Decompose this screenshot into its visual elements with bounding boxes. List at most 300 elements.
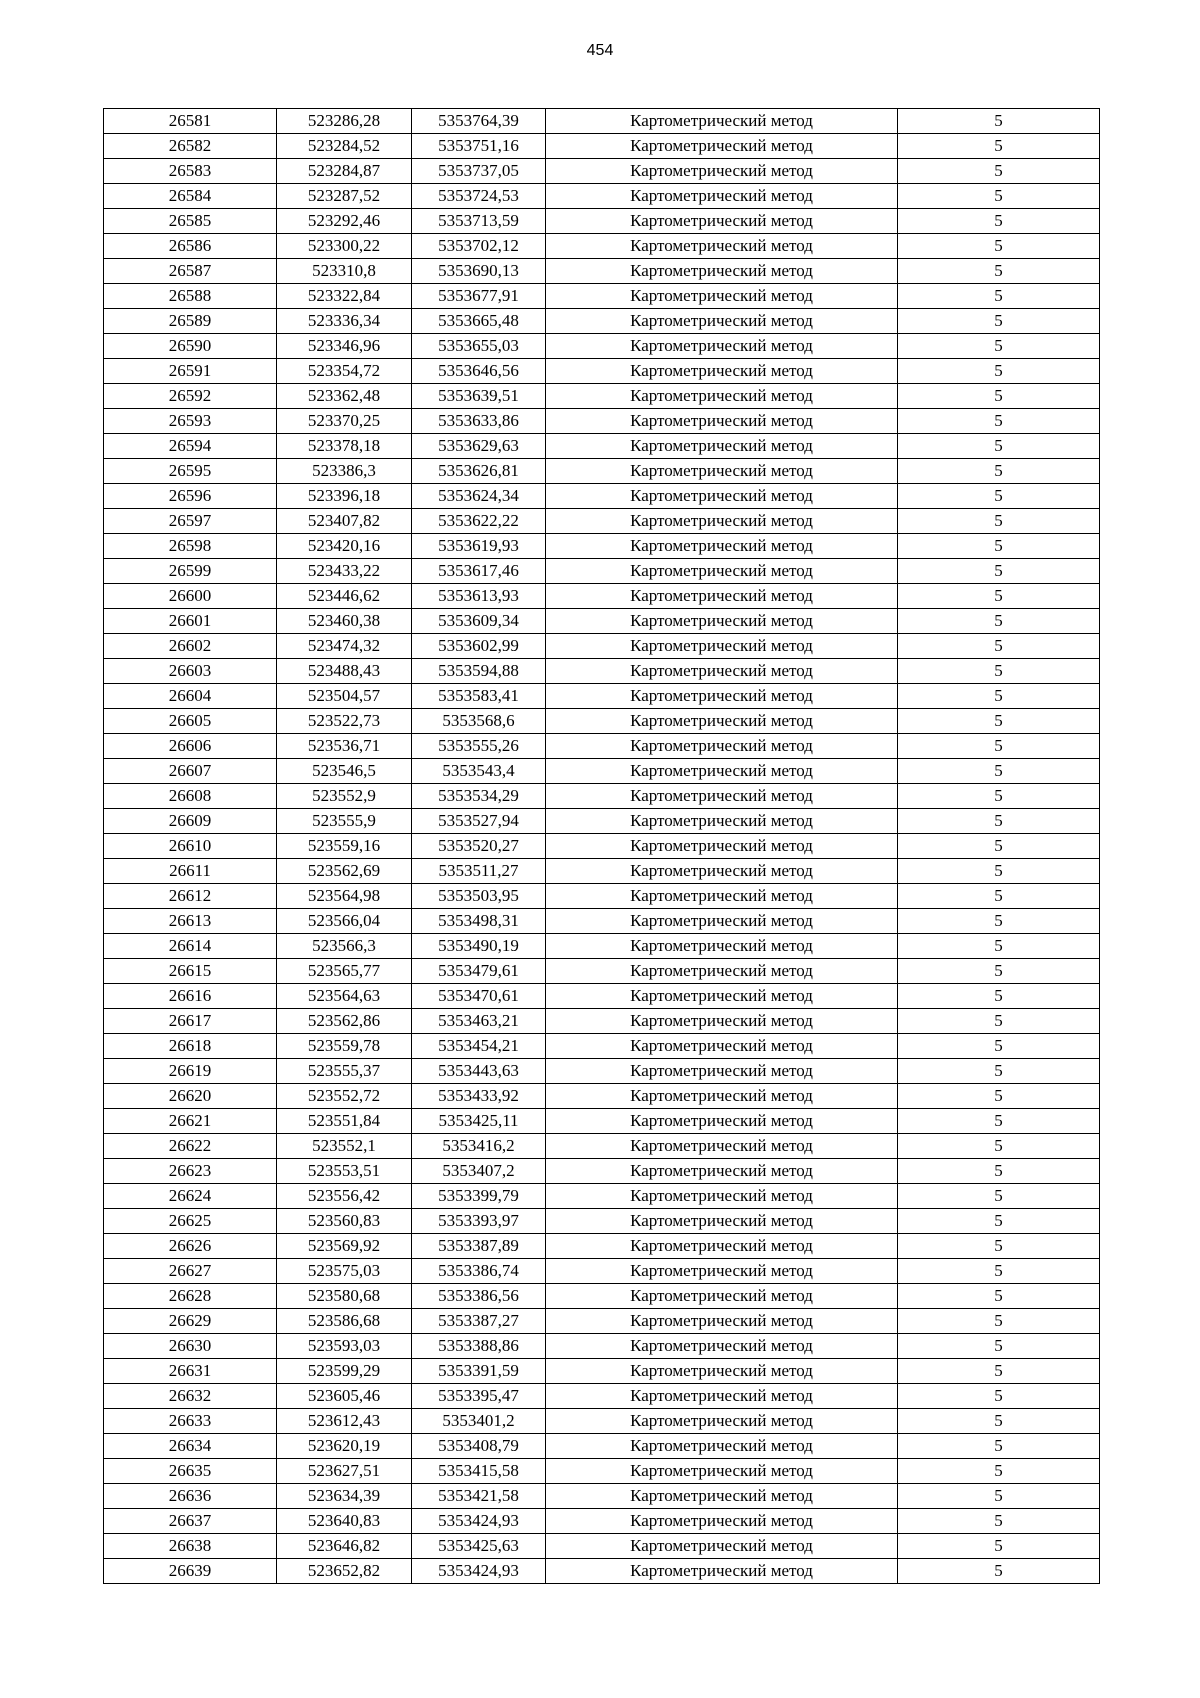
- accuracy-cell: 5: [898, 559, 1100, 584]
- x-coordinate-cell: 523646,82: [277, 1534, 412, 1559]
- accuracy-cell: 5: [898, 784, 1100, 809]
- y-coordinate-cell: 5353583,41: [412, 684, 546, 709]
- accuracy-cell: 5: [898, 1484, 1100, 1509]
- x-coordinate-cell: 523354,72: [277, 359, 412, 384]
- point-number-cell: 26613: [104, 909, 277, 934]
- accuracy-cell: 5: [898, 309, 1100, 334]
- accuracy-cell: 5: [898, 684, 1100, 709]
- accuracy-cell: 5: [898, 1384, 1100, 1409]
- table-row: [104, 659, 1100, 684]
- x-coordinate-cell: 523310,8: [277, 259, 412, 284]
- x-coordinate-cell: 523560,83: [277, 1209, 412, 1234]
- x-coordinate-cell: 523575,03: [277, 1259, 412, 1284]
- accuracy-cell: 5: [898, 1534, 1100, 1559]
- y-coordinate-cell: 5353479,61: [412, 959, 546, 984]
- table-row: [104, 1434, 1100, 1459]
- y-coordinate-cell: 5353490,19: [412, 934, 546, 959]
- point-number-cell: 26636: [104, 1484, 277, 1509]
- method-cell: Картометрический метод: [546, 734, 898, 759]
- table-row: [104, 534, 1100, 559]
- accuracy-cell: 5: [898, 409, 1100, 434]
- y-coordinate-cell: 5353454,21: [412, 1034, 546, 1059]
- table-row: [104, 1484, 1100, 1509]
- table-row: [104, 1534, 1100, 1559]
- x-coordinate-cell: 523634,39: [277, 1484, 412, 1509]
- method-cell: Картометрический метод: [546, 409, 898, 434]
- y-coordinate-cell: 5353613,93: [412, 584, 546, 609]
- accuracy-cell: 5: [898, 959, 1100, 984]
- x-coordinate-cell: 523386,3: [277, 459, 412, 484]
- accuracy-cell: 5: [898, 259, 1100, 284]
- method-cell: Картометрический метод: [546, 1409, 898, 1434]
- accuracy-cell: 5: [898, 1009, 1100, 1034]
- point-number-cell: 26619: [104, 1059, 277, 1084]
- accuracy-cell: 5: [898, 1184, 1100, 1209]
- table-row: [104, 759, 1100, 784]
- x-coordinate-cell: 523446,62: [277, 584, 412, 609]
- table-row: [104, 209, 1100, 234]
- accuracy-cell: 5: [898, 134, 1100, 159]
- method-cell: Картометрический метод: [546, 1309, 898, 1334]
- accuracy-cell: 5: [898, 634, 1100, 659]
- y-coordinate-cell: 5353527,94: [412, 809, 546, 834]
- accuracy-cell: 5: [898, 209, 1100, 234]
- table-row: [104, 1509, 1100, 1534]
- method-cell: Картометрический метод: [546, 1559, 898, 1584]
- point-number-cell: 26595: [104, 459, 277, 484]
- y-coordinate-cell: 5353764,39: [412, 109, 546, 134]
- accuracy-cell: 5: [898, 584, 1100, 609]
- point-number-cell: 26609: [104, 809, 277, 834]
- method-cell: Картометрический метод: [546, 1009, 898, 1034]
- x-coordinate-cell: 523556,42: [277, 1184, 412, 1209]
- accuracy-cell: 5: [898, 184, 1100, 209]
- x-coordinate-cell: 523474,32: [277, 634, 412, 659]
- y-coordinate-cell: 5353408,79: [412, 1434, 546, 1459]
- table-row: [104, 359, 1100, 384]
- x-coordinate-cell: 523555,9: [277, 809, 412, 834]
- method-cell: Картометрический метод: [546, 259, 898, 284]
- method-cell: Картометрический метод: [546, 309, 898, 334]
- accuracy-cell: 5: [898, 1559, 1100, 1584]
- accuracy-cell: 5: [898, 934, 1100, 959]
- point-number-cell: 26610: [104, 834, 277, 859]
- y-coordinate-cell: 5353751,16: [412, 134, 546, 159]
- y-coordinate-cell: 5353443,63: [412, 1059, 546, 1084]
- x-coordinate-cell: 523407,82: [277, 509, 412, 534]
- accuracy-cell: 5: [898, 984, 1100, 1009]
- accuracy-cell: 5: [898, 909, 1100, 934]
- point-number-cell: 26605: [104, 709, 277, 734]
- x-coordinate-cell: 523292,46: [277, 209, 412, 234]
- point-number-cell: 26637: [104, 1509, 277, 1534]
- table-row: [104, 984, 1100, 1009]
- table-row: [104, 1209, 1100, 1234]
- y-coordinate-cell: 5353511,27: [412, 859, 546, 884]
- accuracy-cell: 5: [898, 434, 1100, 459]
- y-coordinate-cell: 5353690,13: [412, 259, 546, 284]
- point-number-cell: 26608: [104, 784, 277, 809]
- table-row: [104, 634, 1100, 659]
- table-row: [104, 509, 1100, 534]
- point-number-cell: 26621: [104, 1109, 277, 1134]
- x-coordinate-cell: 523620,19: [277, 1434, 412, 1459]
- x-coordinate-cell: 523652,82: [277, 1559, 412, 1584]
- method-cell: Картометрический метод: [546, 1334, 898, 1359]
- x-coordinate-cell: 523420,16: [277, 534, 412, 559]
- accuracy-cell: 5: [898, 1234, 1100, 1259]
- x-coordinate-cell: 523566,04: [277, 909, 412, 934]
- method-cell: Картометрический метод: [546, 984, 898, 1009]
- y-coordinate-cell: 5353433,92: [412, 1084, 546, 1109]
- accuracy-cell: 5: [898, 659, 1100, 684]
- method-cell: Картометрический метод: [546, 659, 898, 684]
- accuracy-cell: 5: [898, 109, 1100, 134]
- y-coordinate-cell: 5353388,86: [412, 1334, 546, 1359]
- table-row: [104, 1234, 1100, 1259]
- point-number-cell: 26603: [104, 659, 277, 684]
- x-coordinate-cell: 523559,78: [277, 1034, 412, 1059]
- x-coordinate-cell: 523612,43: [277, 1409, 412, 1434]
- x-coordinate-cell: 523553,51: [277, 1159, 412, 1184]
- point-number-cell: 26606: [104, 734, 277, 759]
- method-cell: Картометрический метод: [546, 934, 898, 959]
- x-coordinate-cell: 523552,1: [277, 1134, 412, 1159]
- accuracy-cell: 5: [898, 459, 1100, 484]
- y-coordinate-cell: 5353702,12: [412, 234, 546, 259]
- method-cell: Картометрический метод: [546, 859, 898, 884]
- x-coordinate-cell: 523287,52: [277, 184, 412, 209]
- accuracy-cell: 5: [898, 1459, 1100, 1484]
- table-row: [104, 284, 1100, 309]
- y-coordinate-cell: 5353407,2: [412, 1159, 546, 1184]
- point-number-cell: 26623: [104, 1159, 277, 1184]
- method-cell: Картометрический метод: [546, 1134, 898, 1159]
- x-coordinate-cell: 523562,69: [277, 859, 412, 884]
- table-row: [104, 159, 1100, 184]
- point-number-cell: 26615: [104, 959, 277, 984]
- accuracy-cell: 5: [898, 834, 1100, 859]
- x-coordinate-cell: 523396,18: [277, 484, 412, 509]
- table-row: [104, 1109, 1100, 1134]
- y-coordinate-cell: 5353463,21: [412, 1009, 546, 1034]
- point-number-cell: 26593: [104, 409, 277, 434]
- x-coordinate-cell: 523605,46: [277, 1384, 412, 1409]
- accuracy-cell: 5: [898, 234, 1100, 259]
- method-cell: Картометрический метод: [546, 1259, 898, 1284]
- point-number-cell: 26596: [104, 484, 277, 509]
- y-coordinate-cell: 5353424,93: [412, 1509, 546, 1534]
- table-row: [104, 109, 1100, 134]
- y-coordinate-cell: 5353391,59: [412, 1359, 546, 1384]
- x-coordinate-cell: 523627,51: [277, 1459, 412, 1484]
- x-coordinate-cell: 523433,22: [277, 559, 412, 584]
- x-coordinate-cell: 523284,52: [277, 134, 412, 159]
- accuracy-cell: 5: [898, 1034, 1100, 1059]
- method-cell: Картометрический метод: [546, 1159, 898, 1184]
- table-row: [104, 934, 1100, 959]
- method-cell: Картометрический метод: [546, 834, 898, 859]
- x-coordinate-cell: 523565,77: [277, 959, 412, 984]
- point-number-cell: 26604: [104, 684, 277, 709]
- y-coordinate-cell: 5353395,47: [412, 1384, 546, 1409]
- table-row: [104, 259, 1100, 284]
- accuracy-cell: 5: [898, 384, 1100, 409]
- table-row: [104, 734, 1100, 759]
- method-cell: Картометрический метод: [546, 584, 898, 609]
- table-row: [104, 309, 1100, 334]
- point-number-cell: 26632: [104, 1384, 277, 1409]
- x-coordinate-cell: 523362,48: [277, 384, 412, 409]
- table-row: [104, 1159, 1100, 1184]
- method-cell: Картометрический метод: [546, 1059, 898, 1084]
- y-coordinate-cell: 5353617,46: [412, 559, 546, 584]
- y-coordinate-cell: 5353619,93: [412, 534, 546, 559]
- y-coordinate-cell: 5353498,31: [412, 909, 546, 934]
- method-cell: Картометрический метод: [546, 1184, 898, 1209]
- point-number-cell: 26607: [104, 759, 277, 784]
- table-row: [104, 1359, 1100, 1384]
- method-cell: Картометрический метод: [546, 159, 898, 184]
- method-cell: Картометрический метод: [546, 1084, 898, 1109]
- y-coordinate-cell: 5353646,56: [412, 359, 546, 384]
- accuracy-cell: 5: [898, 1509, 1100, 1534]
- x-coordinate-cell: 523522,73: [277, 709, 412, 734]
- y-coordinate-cell: 5353737,05: [412, 159, 546, 184]
- table-row: [104, 1134, 1100, 1159]
- accuracy-cell: 5: [898, 284, 1100, 309]
- x-coordinate-cell: 523580,68: [277, 1284, 412, 1309]
- x-coordinate-cell: 523336,34: [277, 309, 412, 334]
- method-cell: Картометрический метод: [546, 634, 898, 659]
- y-coordinate-cell: 5353624,34: [412, 484, 546, 509]
- y-coordinate-cell: 5353386,56: [412, 1284, 546, 1309]
- point-number-cell: 26614: [104, 934, 277, 959]
- y-coordinate-cell: 5353387,89: [412, 1234, 546, 1259]
- method-cell: Картометрический метод: [546, 884, 898, 909]
- y-coordinate-cell: 5353594,88: [412, 659, 546, 684]
- table-row: [104, 784, 1100, 809]
- accuracy-cell: 5: [898, 509, 1100, 534]
- point-number-cell: 26639: [104, 1559, 277, 1584]
- table-row: [104, 909, 1100, 934]
- y-coordinate-cell: 5353629,63: [412, 434, 546, 459]
- point-number-cell: 26600: [104, 584, 277, 609]
- point-number-cell: 26612: [104, 884, 277, 909]
- method-cell: Картометрический метод: [546, 684, 898, 709]
- point-number-cell: 26634: [104, 1434, 277, 1459]
- point-number-cell: 26592: [104, 384, 277, 409]
- y-coordinate-cell: 5353399,79: [412, 1184, 546, 1209]
- method-cell: Картометрический метод: [546, 334, 898, 359]
- method-cell: Картометрический метод: [546, 434, 898, 459]
- table-row: [104, 334, 1100, 359]
- y-coordinate-cell: 5353639,51: [412, 384, 546, 409]
- x-coordinate-cell: 523551,84: [277, 1109, 412, 1134]
- point-number-cell: 26631: [104, 1359, 277, 1384]
- table-row: [104, 134, 1100, 159]
- y-coordinate-cell: 5353665,48: [412, 309, 546, 334]
- accuracy-cell: 5: [898, 1134, 1100, 1159]
- y-coordinate-cell: 5353622,22: [412, 509, 546, 534]
- accuracy-cell: 5: [898, 534, 1100, 559]
- table-row: [104, 1184, 1100, 1209]
- point-number-cell: 26585: [104, 209, 277, 234]
- x-coordinate-cell: 523370,25: [277, 409, 412, 434]
- accuracy-cell: 5: [898, 334, 1100, 359]
- y-coordinate-cell: 5353401,2: [412, 1409, 546, 1434]
- y-coordinate-cell: 5353520,27: [412, 834, 546, 859]
- accuracy-cell: 5: [898, 1359, 1100, 1384]
- point-number-cell: 26620: [104, 1084, 277, 1109]
- table-row: [104, 1409, 1100, 1434]
- method-cell: Картометрический метод: [546, 809, 898, 834]
- x-coordinate-cell: 523552,9: [277, 784, 412, 809]
- accuracy-cell: 5: [898, 1209, 1100, 1234]
- y-coordinate-cell: 5353609,34: [412, 609, 546, 634]
- method-cell: Картометрический метод: [546, 1509, 898, 1534]
- table-row: [104, 234, 1100, 259]
- point-number-cell: 26588: [104, 284, 277, 309]
- y-coordinate-cell: 5353470,61: [412, 984, 546, 1009]
- point-number-cell: 26638: [104, 1534, 277, 1559]
- method-cell: Картометрический метод: [546, 559, 898, 584]
- accuracy-cell: 5: [898, 1434, 1100, 1459]
- accuracy-cell: 5: [898, 1059, 1100, 1084]
- x-coordinate-cell: 523536,71: [277, 734, 412, 759]
- table-row: [104, 1034, 1100, 1059]
- point-number-cell: 26581: [104, 109, 277, 134]
- method-cell: Картометрический метод: [546, 184, 898, 209]
- x-coordinate-cell: 523569,92: [277, 1234, 412, 1259]
- method-cell: Картометрический метод: [546, 1459, 898, 1484]
- accuracy-cell: 5: [898, 609, 1100, 634]
- accuracy-cell: 5: [898, 1409, 1100, 1434]
- point-number-cell: 26629: [104, 1309, 277, 1334]
- x-coordinate-cell: 523552,72: [277, 1084, 412, 1109]
- accuracy-cell: 5: [898, 1259, 1100, 1284]
- method-cell: Картометрический метод: [546, 509, 898, 534]
- point-number-cell: 26582: [104, 134, 277, 159]
- table-row: [104, 809, 1100, 834]
- point-number-cell: 26589: [104, 309, 277, 334]
- method-cell: Картометрический метод: [546, 1434, 898, 1459]
- x-coordinate-cell: 523640,83: [277, 1509, 412, 1534]
- table-row: [104, 434, 1100, 459]
- y-coordinate-cell: 5353602,99: [412, 634, 546, 659]
- y-coordinate-cell: 5353543,4: [412, 759, 546, 784]
- table-row: [104, 1309, 1100, 1334]
- table-row: [104, 1084, 1100, 1109]
- table-row: [104, 409, 1100, 434]
- point-number-cell: 26601: [104, 609, 277, 634]
- table-row: [104, 1559, 1100, 1584]
- y-coordinate-cell: 5353633,86: [412, 409, 546, 434]
- table-row: [104, 484, 1100, 509]
- y-coordinate-cell: 5353626,81: [412, 459, 546, 484]
- table-row: [104, 459, 1100, 484]
- y-coordinate-cell: 5353386,74: [412, 1259, 546, 1284]
- method-cell: Картометрический метод: [546, 284, 898, 309]
- table-row: [104, 184, 1100, 209]
- method-cell: Картометрический метод: [546, 534, 898, 559]
- point-number-cell: 26602: [104, 634, 277, 659]
- y-coordinate-cell: 5353415,58: [412, 1459, 546, 1484]
- method-cell: Картометрический метод: [546, 1209, 898, 1234]
- point-number-cell: 26611: [104, 859, 277, 884]
- accuracy-cell: 5: [898, 734, 1100, 759]
- y-coordinate-cell: 5353421,58: [412, 1484, 546, 1509]
- x-coordinate-cell: 523593,03: [277, 1334, 412, 1359]
- accuracy-cell: 5: [898, 484, 1100, 509]
- table-row: [104, 684, 1100, 709]
- x-coordinate-cell: 523555,37: [277, 1059, 412, 1084]
- x-coordinate-cell: 523566,3: [277, 934, 412, 959]
- y-coordinate-cell: 5353713,59: [412, 209, 546, 234]
- method-cell: Картометрический метод: [546, 784, 898, 809]
- x-coordinate-cell: 523322,84: [277, 284, 412, 309]
- x-coordinate-cell: 523564,98: [277, 884, 412, 909]
- point-number-cell: 26591: [104, 359, 277, 384]
- table-row: [104, 1459, 1100, 1484]
- x-coordinate-cell: 523504,57: [277, 684, 412, 709]
- point-number-cell: 26616: [104, 984, 277, 1009]
- table-row: [104, 709, 1100, 734]
- x-coordinate-cell: 523546,5: [277, 759, 412, 784]
- method-cell: Картометрический метод: [546, 1034, 898, 1059]
- y-coordinate-cell: 5353555,26: [412, 734, 546, 759]
- accuracy-cell: 5: [898, 759, 1100, 784]
- table-body: [104, 109, 1100, 1584]
- point-number-cell: 26622: [104, 1134, 277, 1159]
- point-number-cell: 26586: [104, 234, 277, 259]
- y-coordinate-cell: 5353503,95: [412, 884, 546, 909]
- coordinates-table: [103, 108, 1100, 1584]
- method-cell: Картометрический метод: [546, 959, 898, 984]
- x-coordinate-cell: 523488,43: [277, 659, 412, 684]
- point-number-cell: 26584: [104, 184, 277, 209]
- table-row: [104, 584, 1100, 609]
- table-row: [104, 859, 1100, 884]
- y-coordinate-cell: 5353387,27: [412, 1309, 546, 1334]
- method-cell: Картометрический метод: [546, 909, 898, 934]
- point-number-cell: 26583: [104, 159, 277, 184]
- table-row: [104, 1059, 1100, 1084]
- x-coordinate-cell: 523346,96: [277, 334, 412, 359]
- x-coordinate-cell: 523599,29: [277, 1359, 412, 1384]
- method-cell: Картометрический метод: [546, 134, 898, 159]
- x-coordinate-cell: 523562,86: [277, 1009, 412, 1034]
- accuracy-cell: 5: [898, 1284, 1100, 1309]
- x-coordinate-cell: 523564,63: [277, 984, 412, 1009]
- point-number-cell: 26627: [104, 1259, 277, 1284]
- y-coordinate-cell: 5353425,11: [412, 1109, 546, 1134]
- method-cell: Картометрический метод: [546, 1484, 898, 1509]
- table-row: [104, 1334, 1100, 1359]
- x-coordinate-cell: 523378,18: [277, 434, 412, 459]
- method-cell: Картометрический метод: [546, 1359, 898, 1384]
- method-cell: Картометрический метод: [546, 484, 898, 509]
- method-cell: Картометрический метод: [546, 1234, 898, 1259]
- x-coordinate-cell: 523286,28: [277, 109, 412, 134]
- method-cell: Картометрический метод: [546, 709, 898, 734]
- point-number-cell: 26625: [104, 1209, 277, 1234]
- y-coordinate-cell: 5353425,63: [412, 1534, 546, 1559]
- method-cell: Картометрический метод: [546, 209, 898, 234]
- table-row: [104, 609, 1100, 634]
- point-number-cell: 26598: [104, 534, 277, 559]
- method-cell: Картометрический метод: [546, 384, 898, 409]
